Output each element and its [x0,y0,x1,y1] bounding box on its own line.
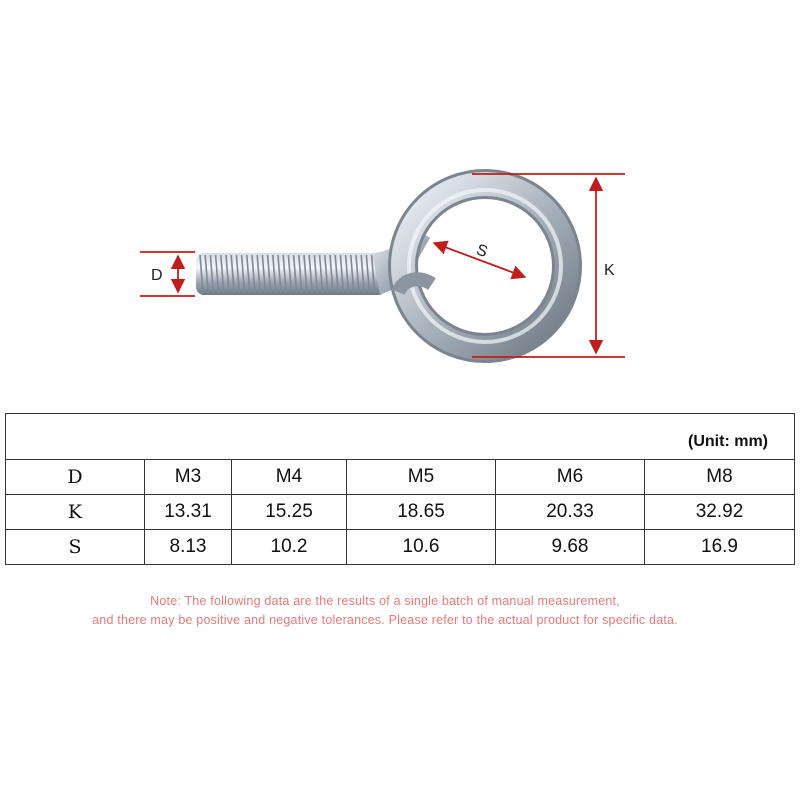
table-cell: 20.33 [496,495,645,530]
table-cell: M4 [232,460,347,495]
measurement-note [0,592,770,630]
table-row [6,460,795,495]
table-row [6,495,795,530]
label-d: D [151,267,163,284]
row-label: D [6,460,145,495]
note-line-1: Note: The following data are the results of a single batch of manual measurement, [150,594,620,608]
table-cell: 9.68 [496,530,645,565]
table-cell: 10.6 [347,530,496,565]
eye-ring [398,184,567,348]
dimension-s [434,241,525,277]
table-row [6,530,795,565]
table-cell: 15.25 [232,495,347,530]
row-label: K [6,495,145,530]
table-cell: 8.13 [145,530,232,565]
label-k: K [604,262,615,279]
dimension-d [140,252,195,296]
table-cell: M8 [645,460,795,495]
note-line-2: and there may be positive and negative tolerances. Please refer to the actual product for specific data. [92,613,678,627]
row-label: S [6,530,145,565]
table-cell: 18.65 [347,495,496,530]
table-cell: M3 [145,460,232,495]
spec-table [5,413,795,565]
table-cell: 32.92 [645,495,795,530]
table-cell: M6 [496,460,645,495]
unit-label: (Unit: mm) [6,414,795,460]
table-cell: 13.31 [145,495,232,530]
table-cell: M5 [347,460,496,495]
label-s: S [473,241,490,261]
table-cell: 10.2 [232,530,347,565]
table-cell: 16.9 [645,530,795,565]
threaded-shaft [196,253,386,295]
unit-row [6,414,795,460]
